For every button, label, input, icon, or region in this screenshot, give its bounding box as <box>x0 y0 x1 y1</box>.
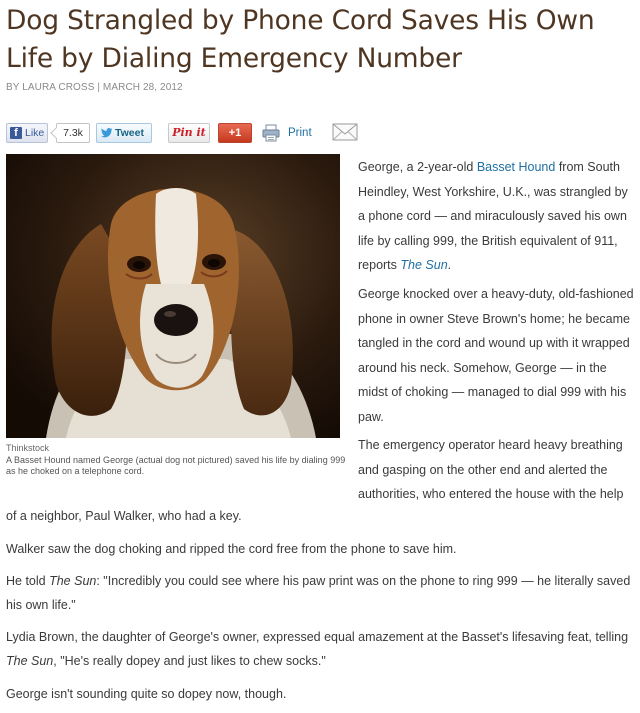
paragraph-4: Walker saw the dog choking and ripped the cord free from the phone to save him. <box>6 542 457 556</box>
byline: BY LAURA CROSS | MARCH 28, 2012 <box>6 82 183 93</box>
paragraph-3-continued: of a neighbor, Paul Walker, who had a key. <box>6 509 242 523</box>
facebook-like-button[interactable] <box>6 123 48 143</box>
p5-text-start: He told <box>6 574 50 588</box>
article-title: Dog Strangled by Phone Cord Saves His Own Life by Dialing Emergency Number <box>6 5 595 74</box>
p5-text-end: : "Incredibly you could see where his paw print was on the phone to ring 999 — he literally saved his own life." <box>6 574 631 612</box>
p1-source: The Sun <box>400 258 448 272</box>
paragraph-1 <box>358 155 634 278</box>
the-sun-link[interactable] <box>400 258 447 272</box>
p6-source: The Sun <box>6 654 54 668</box>
basset-hound-photo <box>6 154 340 438</box>
paragraph-3: The emergency operator heard heavy breathing and gasping on the other end and alerted the authorities, who entered the house with the help <box>358 438 624 501</box>
photo-credit: Thinkstock <box>6 443 50 453</box>
facebook-icon: f <box>10 127 22 139</box>
p5-source: The Sun <box>49 574 97 588</box>
tweet-button[interactable] <box>96 123 152 143</box>
paragraph-5 <box>6 569 632 617</box>
google-plus-one-button[interactable] <box>218 123 252 143</box>
photo-caption: A Basset Hound named George (actual dog not pictured) saved his life by dialing 999 as he choked on a telephone cord. <box>6 455 346 476</box>
twitter-bird-icon <box>101 128 113 138</box>
pinit-label: Pin it <box>172 126 206 139</box>
print-button[interactable] <box>262 123 324 143</box>
p6-text-end: , "He's really dopey and just likes to chew socks." <box>53 654 326 668</box>
google-plus-label: +1 <box>228 127 242 139</box>
p1-text-middle: from South Heindley, West Yorkshire, U.K., was strangled by a phone cord — and miraculously saved his own life by calling 999, the British equivalent of 911, reports <box>358 160 628 272</box>
p1-text-start: George, a 2-year-old <box>358 160 477 174</box>
paragraph-6 <box>6 625 632 673</box>
p6-text-start: Lydia Brown, the daughter of George's owner, expressed equal amazement at the Basset's lifesaving feat, telling <box>6 630 629 644</box>
printer-icon <box>262 124 280 142</box>
pinit-button[interactable] <box>168 123 210 143</box>
p1-text-end: . <box>447 258 452 272</box>
basset-hound-link[interactable]: Basset Hound <box>476 160 556 174</box>
paragraph-2: George knocked over a heavy-duty, old-fashioned phone in owner Steve Brown's home; he became tangled in the cord and wound up with it wrapped around his neck. Somehow, George — in the midst of choking — managed to dial 999 with his paw. <box>358 287 634 424</box>
print-label: Print <box>288 127 312 139</box>
facebook-like-label: Like <box>25 127 45 139</box>
paragraph-7: George isn't sounding quite so dopey now, though. <box>6 687 287 701</box>
email-envelope-icon[interactable] <box>332 121 358 143</box>
facebook-like-count: 7.3k <box>56 123 90 143</box>
tweet-label: Tweet <box>115 127 144 139</box>
